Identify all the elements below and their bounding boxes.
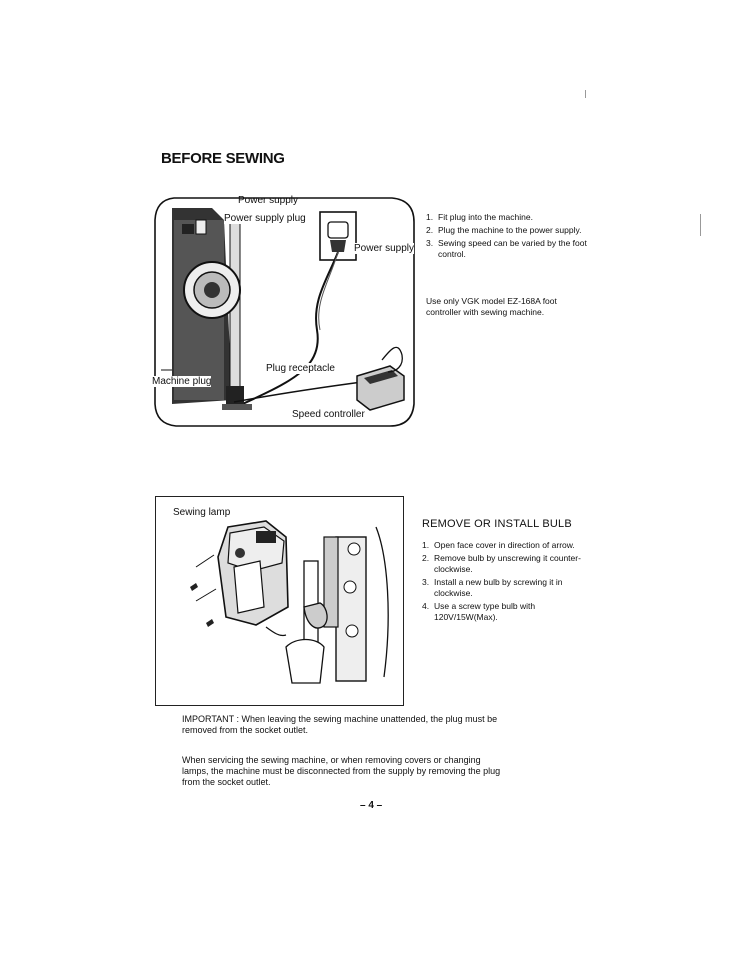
sewing-lamp-illustration: [156, 497, 402, 704]
scan-mark: [585, 90, 586, 98]
list-item: 3. Sewing speed can be varied by the foot control.: [426, 238, 587, 259]
list-item: 2. Remove bulb by unscrewing it counter-clockwise.: [422, 553, 581, 574]
page-number: – 4 –: [360, 800, 383, 811]
label-sewing-lamp: Sewing lamp: [173, 507, 231, 518]
important-note: IMPORTANT : When leaving the sewing machine unattended, the plug must be removed from the socket outlet.: [182, 714, 498, 735]
sewing-lamp-figure: [155, 496, 404, 706]
list-item: 2. Plug the machine to the power supply.: [426, 225, 582, 235]
servicing-note: When servicing the sewing machine, or when removing covers or changing lamps, the machine must be disconnected from the supply by removing the plug from the socket outlet.: [182, 755, 501, 787]
power-connection-illustration: [152, 190, 415, 428]
label-plug-receptacle: Plug receptacle: [266, 363, 335, 374]
list-item: 4. Use a screw type bulb with 120V/15W(Max).: [422, 601, 536, 622]
label-machine-plug: Machine plug: [152, 376, 212, 387]
list-item: 1. Open face cover in direction of arrow.: [422, 540, 575, 550]
label-power-supply-plug: Power supply plug: [224, 213, 306, 224]
scan-mark: [700, 214, 701, 236]
foot-controller-note: Use only VGK model EZ-168A foot controller with sewing machine.: [426, 296, 557, 317]
list-item: 3. Install a new bulb by screwing it in clockwise.: [422, 577, 563, 598]
label-power-supply-top: Power supply: [238, 195, 299, 206]
label-speed-controller: Speed controller: [292, 409, 365, 420]
bulb-steps: [422, 540, 582, 625]
label-power-supply-right: Power supply: [354, 243, 415, 254]
list-item: 1. Fit plug into the machine.: [426, 212, 533, 222]
power-connection-figure: [152, 190, 415, 428]
connection-steps: [426, 212, 588, 262]
bulb-section-title: REMOVE OR INSTALL BULB: [422, 518, 572, 530]
section-title: BEFORE SEWING: [161, 150, 285, 167]
